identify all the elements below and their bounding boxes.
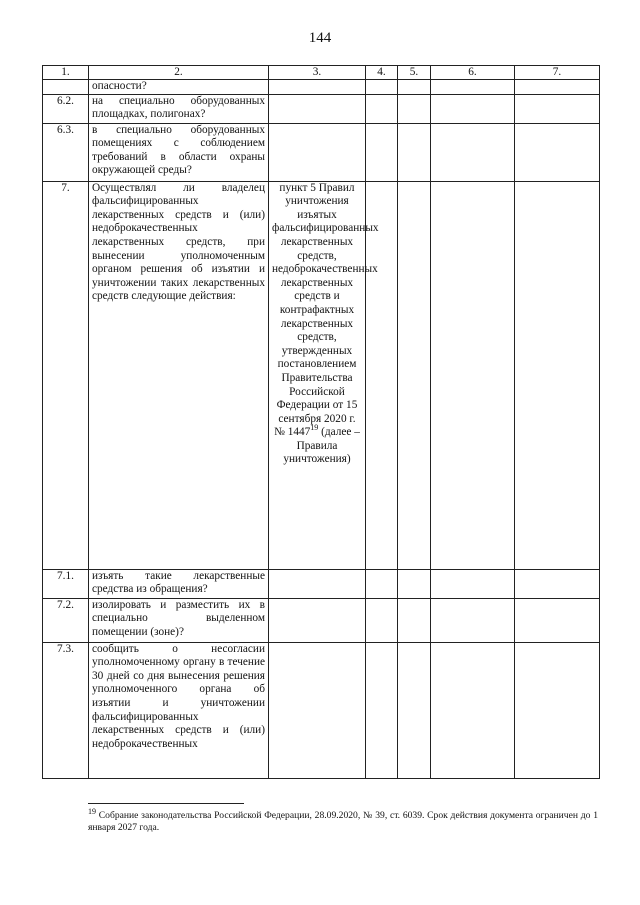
row-number xyxy=(43,80,89,95)
answer-cell xyxy=(515,123,600,181)
row-reference xyxy=(269,598,366,642)
column-header: 5. xyxy=(398,66,431,80)
answer-cell xyxy=(398,94,431,123)
page-number: 144 xyxy=(308,30,332,46)
answer-cell xyxy=(366,123,398,181)
answer-cell xyxy=(366,598,398,642)
table-row xyxy=(43,642,600,778)
row-number: 7. xyxy=(43,181,89,569)
column-header: 6. xyxy=(431,66,515,80)
row-reference xyxy=(269,642,366,778)
table-row xyxy=(43,569,600,598)
answer-cell xyxy=(398,181,431,569)
footnote-mark: 19 xyxy=(88,806,96,816)
answer-cell xyxy=(515,642,600,778)
table-row xyxy=(43,181,600,569)
column-header: 3. xyxy=(269,66,366,80)
column-header: 1. xyxy=(43,66,89,80)
row-reference xyxy=(269,80,366,95)
answer-cell xyxy=(366,642,398,778)
answer-cell xyxy=(398,642,431,778)
row-question: изолировать и разместить их в специально выделенном помещении (зоне)? xyxy=(89,598,269,642)
footnote-divider xyxy=(88,803,244,804)
footnote-reference: 19 xyxy=(310,423,319,433)
row-reference xyxy=(269,181,379,569)
answer-cell xyxy=(398,80,431,95)
table-row xyxy=(43,598,600,642)
answer-cell xyxy=(431,123,515,181)
row-number: 6.2. xyxy=(43,94,89,123)
table-row xyxy=(43,123,600,181)
row-number: 7.3. xyxy=(43,642,89,778)
answer-cell xyxy=(515,181,600,569)
answer-cell xyxy=(515,598,600,642)
reference-text-end: (далее – Правила уничтожения) xyxy=(283,426,360,466)
table-row xyxy=(43,94,600,123)
answer-cell xyxy=(398,598,431,642)
footnote xyxy=(88,806,598,834)
answer-cell xyxy=(515,569,600,598)
answer-cell xyxy=(398,569,431,598)
answer-cell xyxy=(431,642,515,778)
answer-cell xyxy=(431,80,515,95)
row-question: Осуществлял ли владелец фальсифицированных лекарственных средств и (или) недоброкачественных лекарственных средств, при вынесении уполномоченным органом решения об изъятии и уничтожении таких лекарственных средств следующие действия: xyxy=(89,181,269,569)
table-row xyxy=(43,80,600,95)
answer-cell xyxy=(431,569,515,598)
row-reference xyxy=(269,123,366,181)
footnote-text: Собрание законодательства Российской Федерации, 28.09.2020, № 39, ст. 6039. Срок действия документа ограничен до 1 января 2027 года. xyxy=(88,810,598,833)
row-question: в специально оборудованных помещениях с соблюдением требований в области охраны окружающей среды? xyxy=(89,123,269,181)
row-reference xyxy=(269,569,366,598)
answer-cell xyxy=(366,569,398,598)
column-header: 2. xyxy=(89,66,269,80)
answer-cell xyxy=(366,80,398,95)
answer-cell xyxy=(431,94,515,123)
answer-cell xyxy=(431,598,515,642)
checklist-table xyxy=(42,65,600,779)
row-question: изъять такие лекарственные средства из обращения? xyxy=(89,569,269,598)
header-row xyxy=(43,66,600,80)
answer-cell xyxy=(366,94,398,123)
row-number: 7.2. xyxy=(43,598,89,642)
answer-cell xyxy=(515,80,600,95)
row-question: опасности? xyxy=(89,80,269,95)
column-header: 7. xyxy=(515,66,600,80)
answer-cell xyxy=(398,123,431,181)
row-question: сообщить о несогласии уполномоченному органу в течение 30 дней со дня вынесения решения уполномоченного органа об изъятии и уничтожении фальсифицированных лекарственных средств и (или) недоброкачественных xyxy=(89,642,269,778)
reference-text: пункт 5 Правил уничтожения изъятых фальсифицированных лекарственных средств, недоброкачественных лекарственных средств и контрафактных лекарственных средств, утвержденных постановлением Правительства Российской Федерации от 15 сентября 2020 г. № 1447 xyxy=(272,181,379,439)
answer-cell xyxy=(515,94,600,123)
row-number: 7.1. xyxy=(43,569,89,598)
row-reference xyxy=(269,94,366,123)
row-question: на специально оборудованных площадках, полигонах? xyxy=(89,94,269,123)
answer-cell xyxy=(431,181,515,569)
row-number: 6.3. xyxy=(43,123,89,181)
answer-cell xyxy=(366,181,398,569)
column-header: 4. xyxy=(366,66,398,80)
